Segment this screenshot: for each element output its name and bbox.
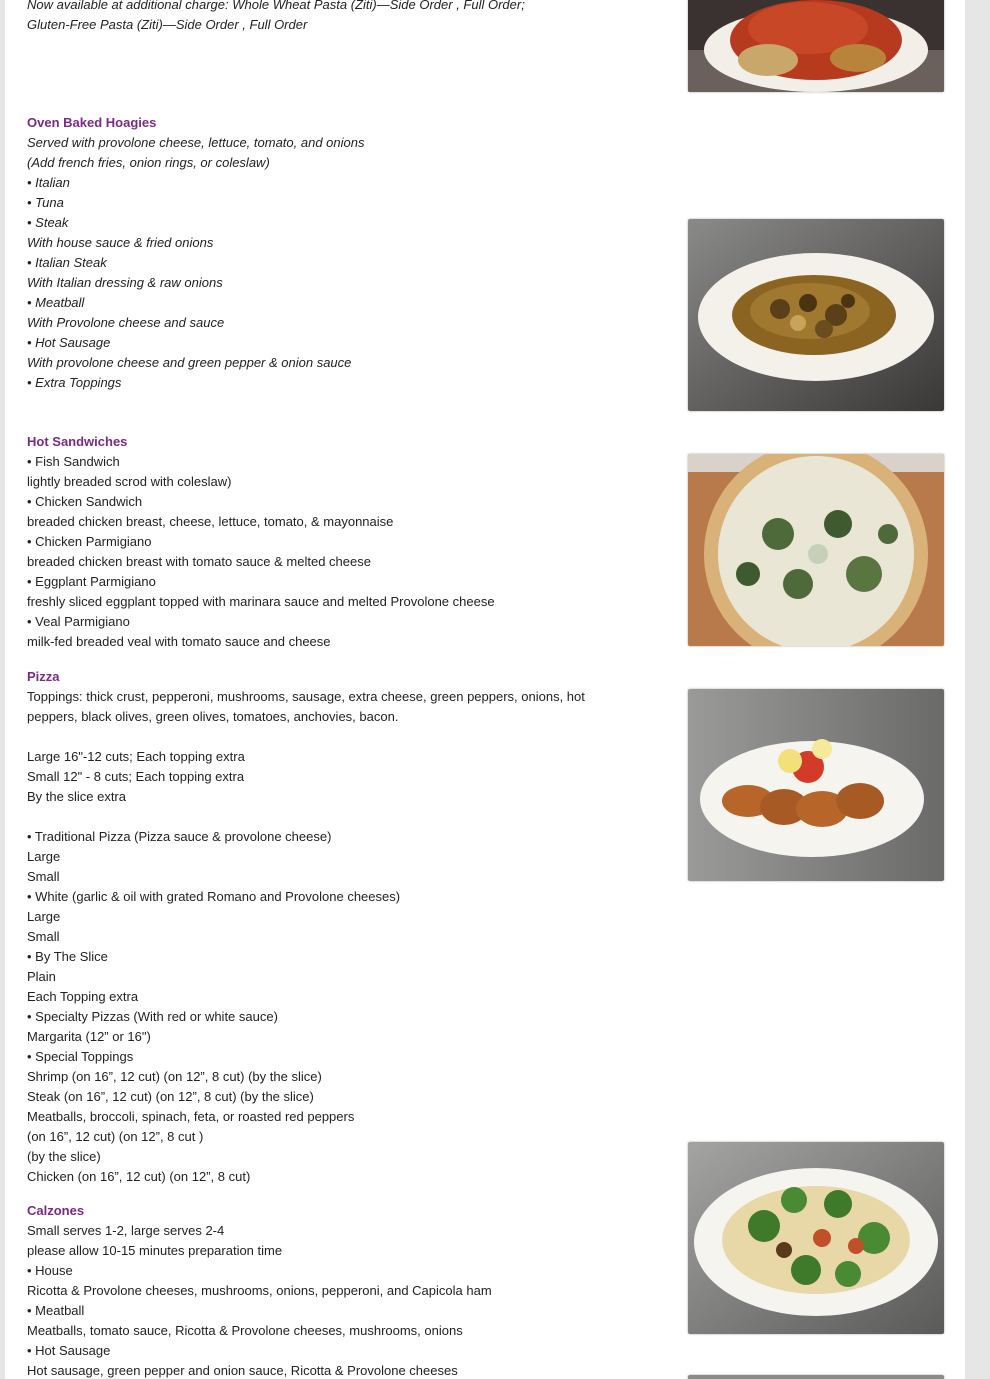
menu-option: Chicken (on 16”, 12 cut) (on 12”, 8 cut) xyxy=(27,1169,251,1184)
menu-item: • Italian Steak xyxy=(27,255,107,270)
menu-line: please allow 10-15 minutes preparation time xyxy=(27,1243,283,1258)
menu-item: • House xyxy=(27,1263,73,1278)
menu-option: (by the slice) xyxy=(27,1149,101,1164)
menu-item: • Chicken Parmigiano xyxy=(27,534,152,549)
pasta-note-line: Now available at additional charge: Whole Wheat Pasta (Ziti)—Side Order , Full Order; xyxy=(27,0,525,12)
menu-item: • Steak xyxy=(27,215,69,230)
food-photo-fried-shrimp xyxy=(688,689,944,881)
menu-option: Meatballs, broccoli, spinach, feta, or roasted red peppers xyxy=(27,1109,355,1124)
menu-item: • White (garlic & oil with grated Romano and Provolone cheeses) xyxy=(27,889,401,904)
menu-option: Plain xyxy=(27,969,56,984)
section-calzones xyxy=(27,1201,627,1379)
menu-item: • Special Toppings xyxy=(27,1049,134,1064)
menu-option: Shrimp (on 16”, 12 cut) (on 12”, 8 cut) (by the slice) xyxy=(27,1069,322,1084)
menu-item-description: breaded chicken breast with tomato sauce & melted cheese xyxy=(27,554,371,569)
menu-item: • Traditional Pizza (Pizza sauce & provolone cheese) xyxy=(27,829,332,844)
section-hoagies xyxy=(27,113,627,393)
menu-option: Large xyxy=(27,849,61,864)
food-photo-white-pizza xyxy=(688,454,944,646)
food-photo-pasta-broccoli xyxy=(688,1142,944,1334)
food-photo-mushroom-dish xyxy=(688,219,944,411)
menu-option: Large xyxy=(27,909,61,924)
menu-line: (Add french fries, onion rings, or coleslaw) xyxy=(27,155,270,170)
menu-item: • Italian xyxy=(27,175,70,190)
menu-item: • Meatball xyxy=(27,295,85,310)
menu-item-description: With Italian dressing & raw onions xyxy=(27,275,223,290)
menu-item: • Chicken Sandwich xyxy=(27,494,143,509)
menu-option: Each Topping extra xyxy=(27,989,139,1004)
food-photo-next xyxy=(688,1375,944,1379)
section-pizza xyxy=(27,667,627,1187)
menu-item: • Veal Parmigiano xyxy=(27,614,130,629)
menu-item: • Hot Sausage xyxy=(27,1343,111,1358)
menu-line: Small serves 1-2, large serves 2-4 xyxy=(27,1223,225,1238)
menu-item: • By The Slice xyxy=(27,949,108,964)
menu-item: • Tuna xyxy=(27,195,64,210)
pizza-toppings: peppers, black olives, green olives, tomatoes, anchovies, bacon. xyxy=(27,709,399,724)
section-heading: Pizza xyxy=(27,669,60,684)
pasta-note xyxy=(27,0,627,35)
section-heading: Calzones xyxy=(27,1203,85,1218)
pasta-note-line: Gluten-Free Pasta (Ziti)—Side Order , Full Order xyxy=(27,17,308,32)
menu-item-description: Hot sausage, green pepper and onion sauce, Ricotta & Provolone cheeses xyxy=(27,1363,458,1378)
menu-option: Small xyxy=(27,929,60,944)
pizza-size: Large 16"-12 cuts; Each topping extra xyxy=(27,749,245,764)
menu-item: • Hot Sausage xyxy=(27,335,111,350)
food-photo-parmigiano xyxy=(688,0,944,92)
section-hot-sandwiches xyxy=(27,432,627,652)
menu-item-description: breaded chicken breast, cheese, lettuce, tomato, & mayonnaise xyxy=(27,514,394,529)
menu-item-description: freshly sliced eggplant topped with marinara sauce and melted Provolone cheese xyxy=(27,594,495,609)
menu-line: Served with provolone cheese, lettuce, tomato, and onions xyxy=(27,135,365,150)
menu-item: • Specialty Pizzas (With red or white sauce) xyxy=(27,1009,278,1024)
menu-option: Margarita (12” or 16") xyxy=(27,1029,151,1044)
menu-item: • Eggplant Parmigiano xyxy=(27,574,156,589)
pizza-size: By the slice extra xyxy=(27,789,126,804)
menu-item-description: With house sauce & fried onions xyxy=(27,235,214,250)
pizza-toppings: Toppings: thick crust, pepperoni, mushrooms, sausage, extra cheese, green peppers, onions, hot xyxy=(27,689,585,704)
menu-option: Steak (on 16”, 12 cut) (on 12”, 8 cut) (by the slice) xyxy=(27,1089,314,1104)
menu-item-description: With provolone cheese and green pepper & onion sauce xyxy=(27,355,352,370)
pizza-size: Small 12" - 8 cuts; Each topping extra xyxy=(27,769,245,784)
menu-item: • Fish Sandwich xyxy=(27,454,120,469)
menu-item-description: Ricotta & Provolone cheeses, mushrooms, onions, pepperoni, and Capicola ham xyxy=(27,1283,492,1298)
menu-item-description: Meatballs, tomato sauce, Ricotta & Provolone cheeses, mushrooms, onions xyxy=(27,1323,463,1338)
menu-page xyxy=(5,0,965,1379)
menu-option: (on 16”, 12 cut) (on 12”, 8 cut ) xyxy=(27,1129,204,1144)
menu-item: • Meatball xyxy=(27,1303,85,1318)
menu-option: Small xyxy=(27,869,60,884)
menu-item-description: lightly breaded scrod with coleslaw) xyxy=(27,474,232,489)
section-heading: Oven Baked Hoagies xyxy=(27,115,157,130)
menu-item-description: With Provolone cheese and sauce xyxy=(27,315,225,330)
menu-item-description: milk-fed breaded veal with tomato sauce and cheese xyxy=(27,634,331,649)
section-heading: Hot Sandwiches xyxy=(27,434,128,449)
menu-item: • Extra Toppings xyxy=(27,375,122,390)
